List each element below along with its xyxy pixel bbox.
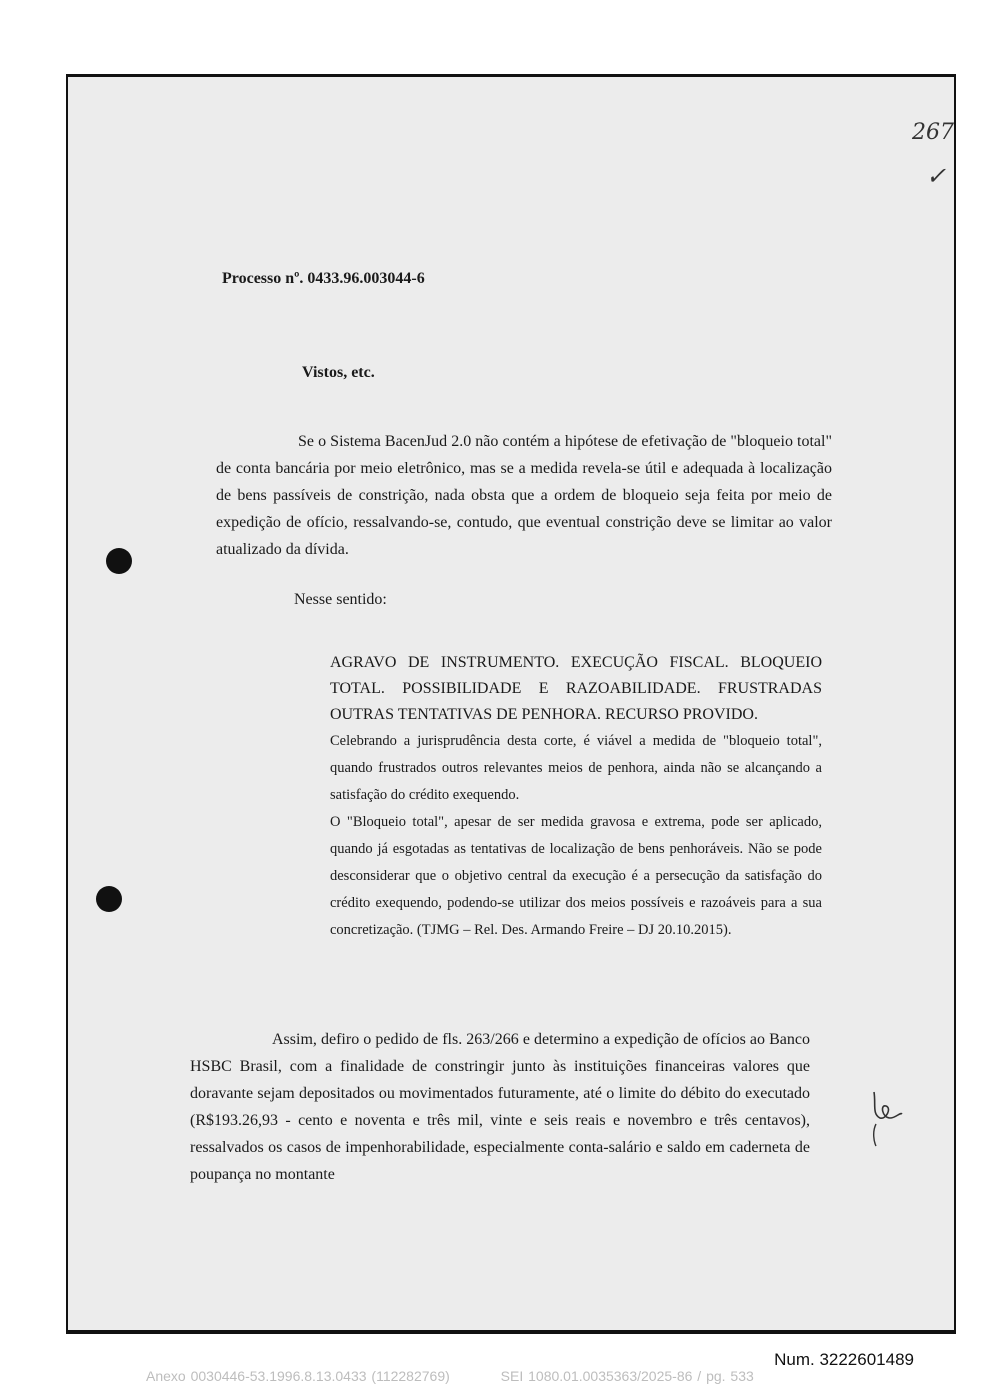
document-number: Num. 3222601489 [774, 1350, 914, 1369]
process-number-heading: Processo nº. 0433.96.003044-6 [222, 270, 425, 287]
paragraph-decision: Assim, defiro o pedido de fls. 263/266 e determino a expedição de ofícios ao Banco HSBC Brasil, com a finalidade de constringir junto às instituições financeiras valores que doravante sejam depositados ou movimentados futuramente, até o limite do débito do executado (R$193.26,93 - cento e noventa e três mil, vinte e seis reais e novembro e três centavos), ressalvados os casos de impenhorabilidade, especialmente conta-salário e saldo em caderneta de poupança no montante [190, 1031, 810, 1183]
paragraph-nesse-sentido: Nesse sentido: [294, 591, 387, 608]
jurisprudence-quote [330, 650, 822, 944]
folio-initial: ✓ [926, 162, 947, 190]
binder-hole-bottom [96, 886, 122, 912]
margin-initials-signature [866, 1084, 906, 1148]
quote-body-2: O "Bloqueio total", apesar de ser medida gravosa e extrema, pode ser aplicado, quando já esgotadas as tentativas de localização de bens penhoráveis. Não se pode desconsiderar que o objetivo central da execução é a persecução da satisfação do crédito exequendo, podendo-se utilizar dos meios possíveis e razoáveis para a sua concretização. (TJMG – Rel. Des. Armando Freire – DJ 20.10.2015). [330, 814, 822, 938]
scanned-page [66, 74, 956, 1334]
paragraph-bacenjud: Se o Sistema BacenJud 2.0 não contém a hipótese de efetivação de "bloqueio total" de conta bancária por meio eletrônico, mas se a medida revela-se útil e adequada à localização de bens passíveis de constrição, nada obsta que a ordem de bloqueio seja feita por meio de expedição de ofício, ressalvando-se, contudo, que eventual constrição deve se limitar ao valor atualizado da dívida. [216, 433, 832, 558]
sei-reference: SEI 1080.01.0035363/2025-86 / pg. 533 [500, 1368, 754, 1384]
footer-reference [146, 1368, 800, 1384]
quote-body-1: Celebrando a jurisprudência desta corte, é viável a medida de "bloqueio total", quando frustrados outros relevantes meios de penhora, ainda não se alcançando a satisfação do crédito exequendo. [330, 733, 822, 803]
quote-ementa: AGRAVO DE INSTRUMENTO. EXECUÇÃO FISCAL. BLOQUEIO TOTAL. POSSIBILIDADE E RAZOABILIDADE. FRUSTRADAS OUTRAS TENTATIVAS DE PENHORA. RECURSO PROVIDO. [330, 654, 822, 723]
opening-line: Vistos, etc. [302, 364, 375, 381]
folio-number: 267 [912, 120, 954, 145]
annex-reference: Anexo 0030446-53.1996.8.13.0433 (112282769) [146, 1368, 450, 1384]
binder-hole-top [106, 548, 132, 574]
